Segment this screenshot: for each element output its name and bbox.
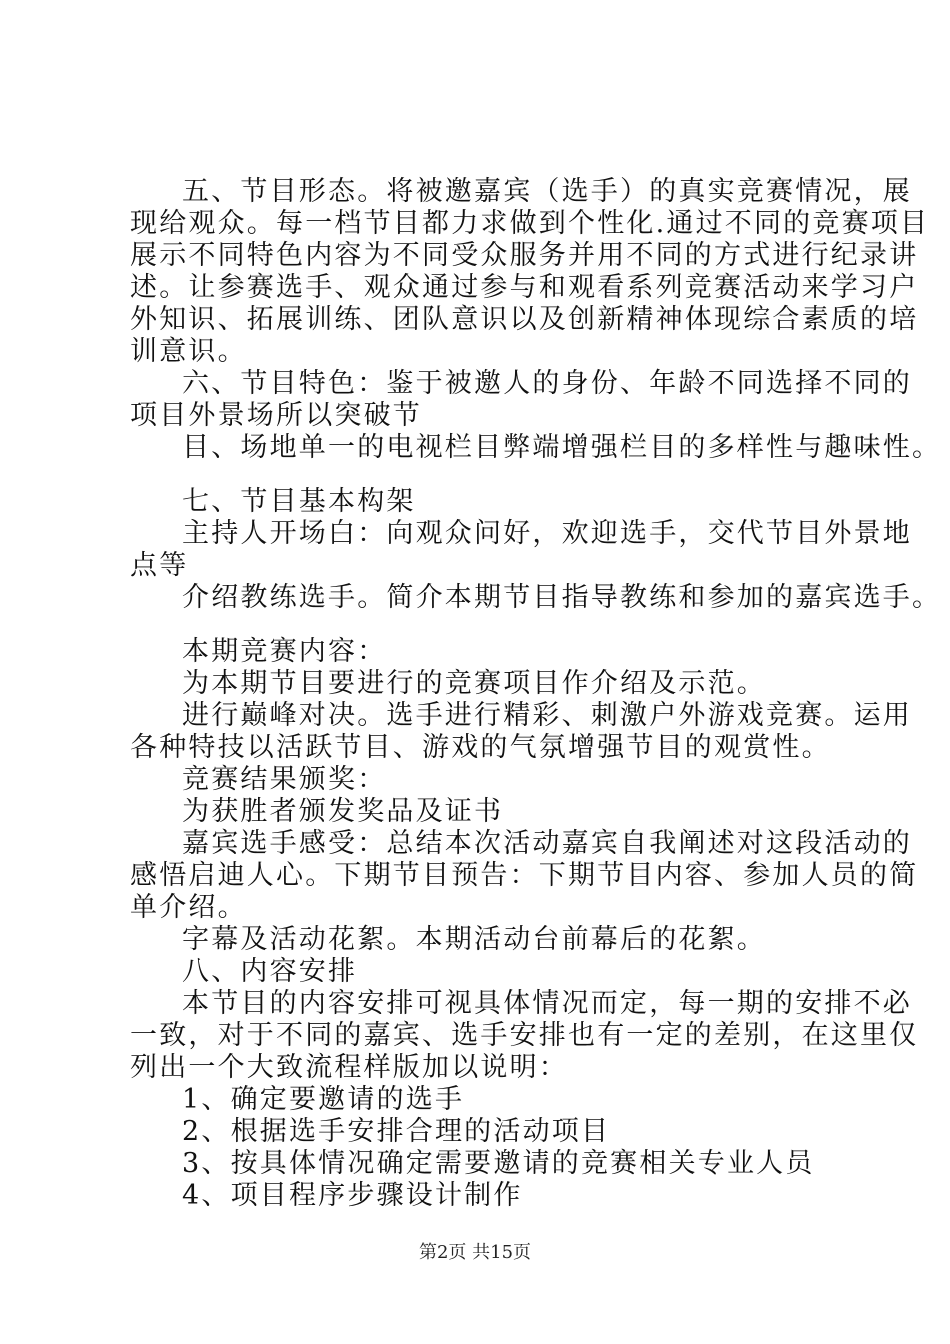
section-heading: 八、内容安排 — [182, 956, 358, 987]
paragraph-line: 嘉宾选手感受：总结本次活动嘉宾自我阐述对这段活动的 — [182, 828, 912, 859]
paragraph-line: 为本期节目要进行的竞赛项目作介绍及示范。 — [182, 668, 766, 699]
list-item: 4、项目程序步骤设计制作 — [182, 1180, 523, 1211]
paragraph-line: 训意识。 — [130, 336, 247, 367]
paragraph-line: 六、节目特色：鉴于被邀人的身份、年龄不同选择不同的 — [182, 368, 912, 399]
paragraph-line: 一致，对于不同的嘉宾、选手安排也有一定的差别，在这里仅 — [130, 1020, 919, 1051]
paragraph-line: 展示不同特色内容为不同受众服务并用不同的方式进行纪录讲 — [130, 240, 919, 271]
paragraph-line: 点等 — [130, 550, 189, 581]
paragraph-line: 竞赛结果颁奖： — [182, 764, 387, 795]
paragraph-line: 介绍教练选手。简介本期节目指导教练和参加的嘉宾选手。 — [182, 582, 942, 613]
paragraph-line: 五、节目形态。将被邀嘉宾（选手）的真实竞赛情况，展 — [182, 176, 912, 207]
paragraph-line: 各种特技以活跃节目、游戏的气氛增强节目的观赏性。 — [130, 732, 831, 763]
list-item: 2、根据选手安排合理的活动项目 — [182, 1116, 611, 1147]
paragraph-line: 主持人开场白：向观众问好，欢迎选手，交代节目外景地 — [182, 518, 912, 549]
paragraph-line: 现给观众。每一档节目都力求做到个性化.通过不同的竞赛项目 — [130, 208, 930, 239]
paragraph-line: 外知识、拓展训练、团队意识以及创新精神体现综合素质的培 — [130, 304, 919, 335]
paragraph-line: 本节目的内容安排可视具体情况而定，每一期的安排不必 — [182, 988, 912, 1019]
page-footer: 第2页 共15页 — [418, 1242, 532, 1263]
paragraph-line: 述。让参赛选手、观众通过参与和观看系列竞赛活动来学习户 — [130, 272, 919, 303]
paragraph-line: 为获胜者颁发奖品及证书 — [182, 796, 504, 827]
paragraph-line: 项目外景场所以突破节 — [130, 400, 422, 431]
section-heading: 七、节目基本构架 — [182, 486, 416, 517]
paragraph-line: 本期竞赛内容： — [182, 636, 387, 667]
paragraph-line: 进行巅峰对决。选手进行精彩、刺激户外游戏竞赛。运用 — [182, 700, 912, 731]
paragraph-line: 字幕及活动花絮。本期活动台前幕后的花絮。 — [182, 924, 766, 955]
paragraph-line: 目、场地单一的电视栏目弊端增强栏目的多样性与趣味性。 — [182, 432, 942, 463]
list-item: 3、按具体情况确定需要邀请的竞赛相关专业人员 — [182, 1148, 815, 1179]
paragraph-line: 单介绍。 — [130, 892, 247, 923]
paragraph-line: 感悟启迪人心。下期节目预告：下期节目内容、参加人员的简 — [130, 860, 919, 891]
paragraph-line: 列出一个大致流程样版加以说明： — [130, 1052, 568, 1083]
list-item: 1、确定要邀请的选手 — [182, 1084, 465, 1115]
